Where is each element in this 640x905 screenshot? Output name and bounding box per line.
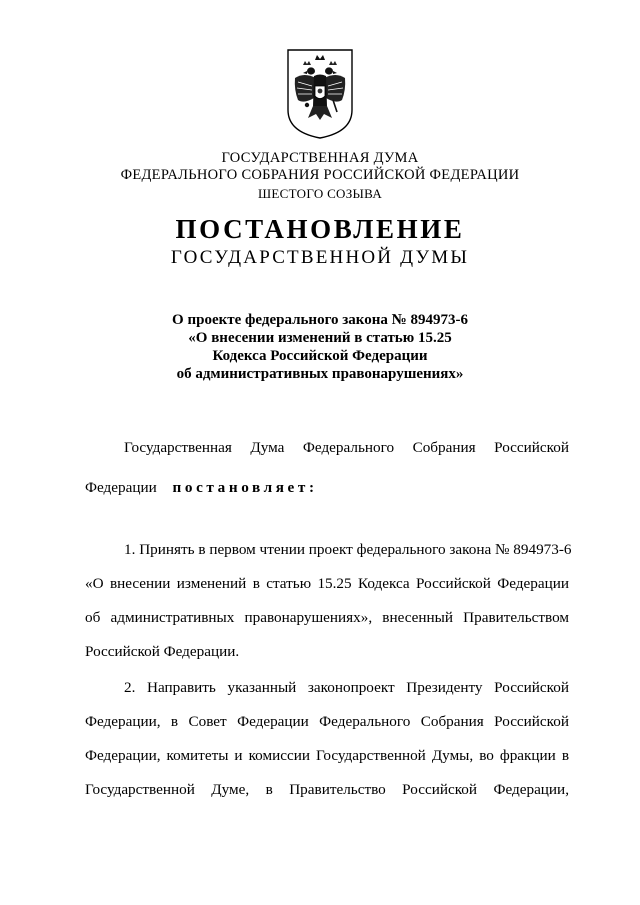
document-type-title: ПОСТАНОВЛЕНИЕ xyxy=(175,214,465,244)
org-name-line2: ФЕДЕРАЛЬНОГО СОБРАНИЯ РОССИЙСКОЙ ФЕДЕРАЦИИ xyxy=(120,167,520,183)
preamble-line xyxy=(85,479,569,497)
coat-of-arms-emblem xyxy=(286,48,354,140)
preamble-text: Федерации xyxy=(85,479,157,496)
item2-line: Государственной Думе, в Правительство Российской Федерации, xyxy=(85,781,569,798)
subject-line: О проекте федерального закона № 894973-6 xyxy=(172,312,468,328)
resolution-keyword: постановляет: xyxy=(172,479,318,496)
org-name-line1: ГОСУДАРСТВЕННАЯ ДУМА xyxy=(221,150,419,166)
item2-line: Федерации, в Совет Федерации Федерального Собрания Российской xyxy=(85,713,569,730)
item2-line: 2. Направить указанный законопроект Президенту Российской xyxy=(124,679,569,696)
subject-line: Кодекса Российской Федерации xyxy=(212,348,428,364)
item1-line: 1. Принять в первом чтении проект федерального закона № 894973-6 xyxy=(124,541,572,558)
subject-line: об административных правонарушениях» xyxy=(176,366,464,382)
preamble-line: Государственная Дума Федерального Собрания Российской xyxy=(124,439,569,456)
convocation: ШЕСТОГО СОЗЫВА xyxy=(257,186,383,201)
item1-line: об административных правонарушениях», внесенный Правительством xyxy=(85,609,569,626)
document-issuer-title: ГОСУДАРСТВЕННОЙ ДУМЫ xyxy=(170,247,470,268)
item2-line: Федерации, комитеты и комиссии Государственной Думы, во фракции в xyxy=(85,747,569,764)
document-subject xyxy=(0,311,640,383)
subject-line: «О внесении изменений в статью 15.25 xyxy=(188,330,452,346)
item1-line: Российской Федерации. xyxy=(85,643,240,660)
item1-line: «О внесении изменений в статью 15.25 Кодекса Российской Федерации xyxy=(85,575,569,592)
